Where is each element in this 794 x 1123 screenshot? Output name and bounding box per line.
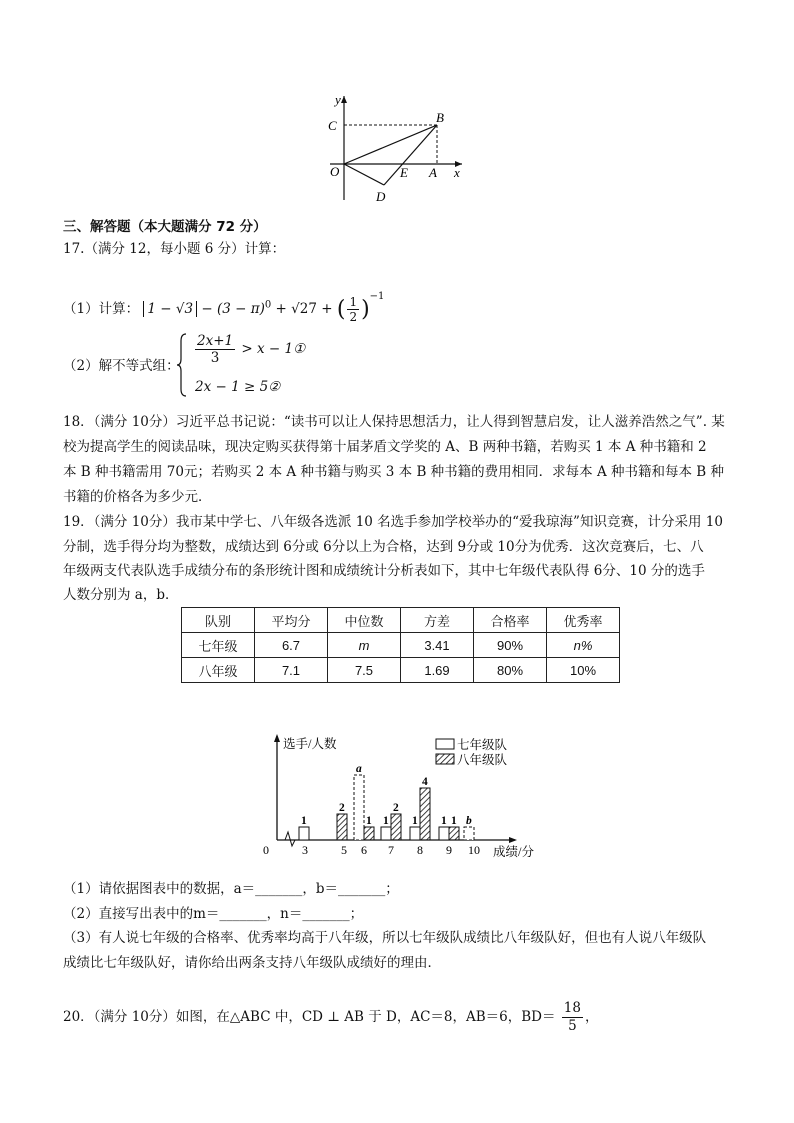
label-d: D	[376, 189, 386, 204]
table-cell: 90%	[474, 633, 547, 658]
legend-grade8: 八年级队	[457, 753, 508, 767]
x-tick-label: 9	[446, 843, 452, 857]
bar-grade7	[381, 827, 391, 840]
x-tick-label: 8	[417, 843, 423, 857]
q19-line-3: 年级两支代表队选手成绩分布的条形统计图和成绩统计分析表如下，其中七年级代表队得 6分、10 分的选手	[63, 563, 705, 579]
label-y: y	[335, 92, 341, 107]
bar-value-label: 1	[301, 815, 307, 827]
table-row	[182, 658, 620, 683]
q20-text: 20．（满分 10分）如图，在△ABC 中，CD ⊥ AB 于 D，AC＝8，AB＝6，BD＝ $\frac{18}{5}$ ，	[63, 1000, 599, 1034]
stats-table	[181, 607, 620, 683]
bar-grade7	[299, 827, 309, 840]
y-axis-label: 选手/人数	[283, 737, 337, 751]
table-cell: 3.41	[401, 633, 474, 658]
q18-line-4: 书籍的价格各为多少元．	[63, 489, 212, 505]
bar-grade7	[439, 827, 449, 840]
bar-grade8	[364, 827, 374, 840]
abs-expr: 1 − √3	[143, 301, 197, 317]
bar-chart	[255, 728, 555, 863]
ineq2: 2x − 1 ≥ 5②	[195, 379, 281, 395]
origin-label: 0	[263, 843, 269, 857]
x-tick-label: 10	[468, 843, 480, 857]
label-b: B	[436, 110, 444, 125]
q19-line-1: 19．（满分 10分）我市某中学七、八年级各选派 10 名选手参加学校举办的“爱我琼海”知识竞赛，计分采用 10	[63, 514, 723, 530]
y-axis-arrow	[274, 734, 280, 742]
x-tick-label: 3	[302, 843, 308, 857]
x-tick-label: 6	[361, 843, 367, 857]
axis-break	[285, 832, 295, 846]
table-cell: m	[328, 633, 401, 658]
label-a: A	[429, 165, 437, 180]
ineq1: $\frac{2x+1}{3}$ > x − 1①	[197, 333, 306, 366]
bar-grade7	[464, 827, 474, 840]
label-e: E	[400, 165, 408, 180]
table-cell: n%	[547, 633, 620, 658]
table-header-row	[182, 608, 620, 633]
section-heading: 三、解答题（本大题满分 72 分）	[63, 219, 267, 235]
x-tick-label: 7	[388, 843, 394, 857]
bar-value-label: 4	[422, 776, 428, 788]
q17-stem: 17.（满分 12，每小题 6 分）计算：	[63, 241, 286, 257]
q19-line-2: 分制，选手得分均为整数，成绩达到 6分或 6分以上为合格，达到 9分或 10分为优秀．这次竞赛后，七、八	[63, 539, 704, 555]
x-axis-arrow	[509, 837, 517, 843]
q19-sub-3a: （3）有人说七年级的合格率、优秀率均高于八年级，所以七年级队成绩比八年级队好，但也有人说八年级队	[63, 930, 707, 946]
table-header: 方差	[401, 608, 474, 633]
table-cell: 八年级	[182, 658, 255, 683]
table-header: 队别	[182, 608, 255, 633]
bar-grade7	[410, 827, 420, 840]
x-axis-label: 成绩/分	[493, 845, 534, 859]
table-cell: 7.1	[255, 658, 328, 683]
table-cell: 6.7	[255, 633, 328, 658]
table-cell: 7.5	[328, 658, 401, 683]
bar-grade8	[391, 814, 401, 840]
x-tick-label: 5	[341, 843, 347, 857]
legend-grade7: 七年级队	[457, 738, 508, 752]
bar-value-label: 1	[441, 815, 447, 827]
table-row	[182, 633, 620, 658]
bar-value-label: 1	[412, 815, 418, 827]
label-c: C	[328, 118, 337, 133]
table-cell: 80%	[474, 658, 547, 683]
q19-sub-1: （1）请依据图表中的数据，a＝_______，b＝_______；	[63, 881, 399, 897]
bar-value-label: a	[356, 763, 362, 775]
bar-value-label: 1	[366, 815, 372, 827]
bar-value-label: 1	[383, 815, 389, 827]
brace	[177, 333, 187, 397]
q19-sub-3b: 成绩比七年级队好，请你给出两条支持八年级队成绩好的理由．	[63, 955, 441, 971]
table-cell: 七年级	[182, 633, 255, 658]
table-cell: 1.69	[401, 658, 474, 683]
label-o: O	[330, 164, 340, 179]
bar-grade8	[337, 814, 347, 840]
bar-value-label: 2	[393, 802, 399, 814]
table-header: 合格率	[474, 608, 547, 633]
q19-sub-2: （2）直接写出表中的m＝_______，n＝_______；	[63, 906, 364, 922]
bar-grade7	[354, 775, 364, 840]
label-x: x	[454, 165, 460, 180]
table-header: 平均分	[255, 608, 328, 633]
coordinate-figure	[322, 88, 472, 208]
q18-line-2: 校为提高学生的阅读品味，现决定购买获得第十届茅盾文学奖的 A、B 两种书籍，若购买 1 本 A 种书籍和 2	[63, 439, 707, 455]
q18-line-1: 18．（满分 10分）习近平总书记说：“读书可以让人保持思想活力，让人得到智慧启发，让人滋养浩然之气”. 某	[63, 414, 725, 430]
table-cell: 10%	[547, 658, 620, 683]
bar-grade8	[420, 788, 430, 840]
table-header: 中位数	[328, 608, 401, 633]
q18-line-3: 本 B 种书籍需用 70元；若购买 2 本 A 种书籍与购买 3 本 B 种书籍的费用相同．求每本 A 种书籍和每本 B 种	[63, 464, 724, 480]
q17-part1: （1）计算： $1 - √3 - (3 - \pi)^0 + √27$ + ( $\frac{1}{2}$ )$^{-1}$	[63, 291, 385, 324]
bar-grade8	[449, 827, 459, 840]
q17-part2-prefix: （2）解不等式组：	[63, 358, 180, 374]
bar-value-label: 1	[451, 815, 457, 827]
legend-swatch-grade7	[436, 739, 454, 749]
legend-swatch-grade8	[436, 754, 454, 764]
bar-value-label: 2	[339, 802, 345, 814]
q19-line-4: 人数分别为 a，b．	[63, 587, 179, 603]
bar-value-label: b	[466, 815, 472, 827]
table-header: 优秀率	[547, 608, 620, 633]
